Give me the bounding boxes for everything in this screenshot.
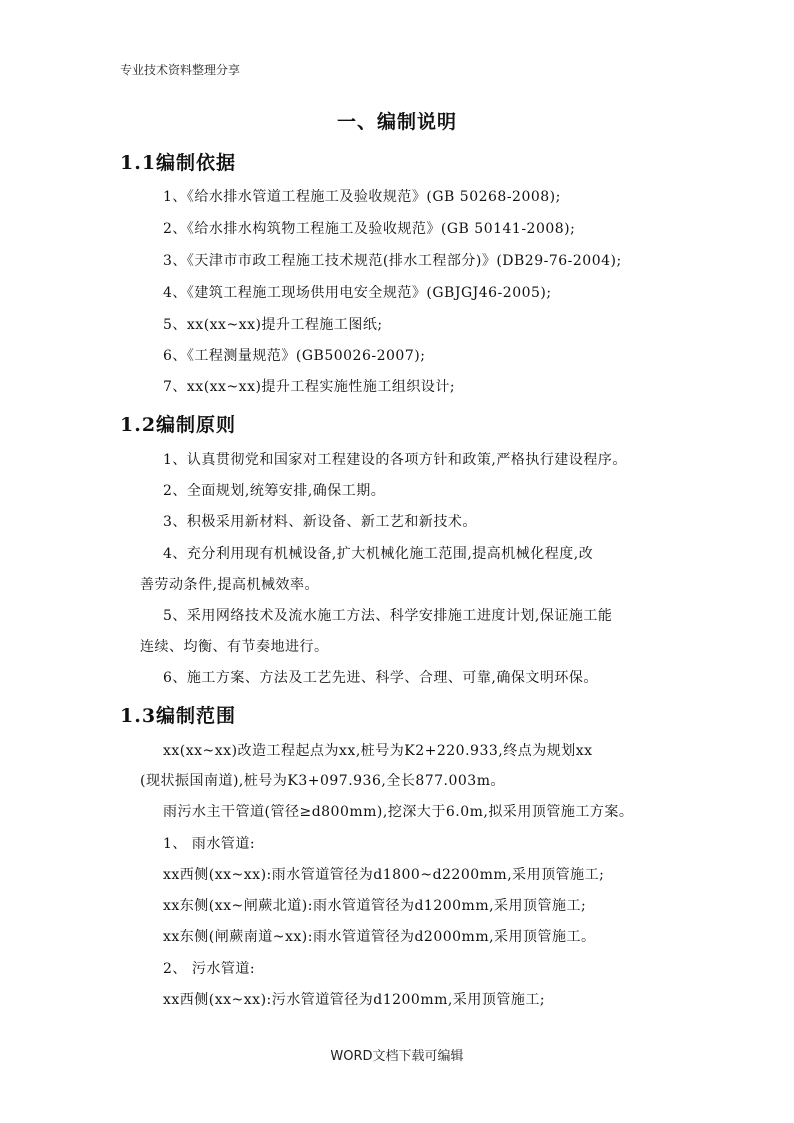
principle-item: 3、积极采用新材料、新设备、新工艺和新技术。 [163,514,477,530]
basis-item: 5、xx(xx~xx)提升工程施工图纸; [163,317,383,333]
page-footer: WORD文档下载可编辑 [330,1049,464,1064]
principle-item: 5、采用网络技术及流水施工方法、科学安排施工进度计划,保证施工能 [163,608,613,624]
basis-item: 3、《天津市市政工程施工技术规范(排水工程部分)》(DB29-76-2004); [163,253,622,269]
principle-item: 2、全面规划,统筹安排,确保工期。 [163,483,386,499]
scope-paragraph-line: 雨污水主干管道(管径≥d800mm),挖深大于6.0m,拟采用顶管施工方案。 [163,804,634,820]
principle-item-continued: 善劳动条件,提高机械效率。 [140,577,319,593]
section-heading-1-2: 1.2编制原则 [120,414,237,436]
basis-item: 1、《给水排水管道工程施工及验收规范》(GB 50268-2008); [163,189,561,205]
basis-item: 2、《给水排水构筑物工程施工及验收规范》(GB 50141-2008); [163,221,576,237]
principle-item-continued: 连续、均衡、有节奏地进行。 [140,639,329,655]
scope-paragraph-line: (现状振国南道),桩号为K3+097.936,全长877.003m。 [140,773,505,789]
scope-pipe-line: xx西侧(xx~xx):污水管道管径为d1200mm,采用顶管施工; [163,992,546,1008]
scope-subheading: 2、 污水管道: [163,961,256,977]
basis-item: 6、《工程测量规范》(GB50026-2007); [163,348,426,364]
section-heading-1-1: 1.1编制依据 [120,152,237,174]
page-header: 专业技术资料整理分享 [120,63,241,77]
principle-item: 1、认真贯彻党和国家对工程建设的各项方针和政策,严格执行建设程序。 [163,452,627,468]
principle-item: 4、充分利用现有机械设备,扩大机械化施工范围,提高机械化程度,改 [163,546,594,562]
basis-item: 4、《建筑工程施工现场供用电安全规范》(GBJGJ46-2005); [163,285,552,301]
scope-subheading: 1、 雨水管道: [163,836,256,852]
principle-item: 6、施工方案、方法及工艺先进、科学、合理、可靠,确保文明环保。 [163,670,598,686]
section-heading-1-3: 1.3编制范围 [120,705,237,727]
scope-pipe-line: xx东侧(xx~闸蕨北道):雨水管道管径为d1200mm,采用顶管施工; [163,898,587,914]
document-title: 一、编制说明 [336,111,457,133]
basis-item: 7、xx(xx~xx)提升工程实施性施工组织设计; [163,379,456,395]
scope-paragraph-line: xx(xx~xx)改造工程起点为xx,桩号为K2+220.933,终点为规划xx [163,743,593,759]
scope-pipe-line: xx东侧(闸蕨南道~xx):雨水管道管径为d2000mm,采用顶管施工。 [163,929,596,945]
scope-pipe-line: xx西侧(xx~xx):雨水管道管径为d1800~d2200mm,采用顶管施工; [163,867,605,883]
